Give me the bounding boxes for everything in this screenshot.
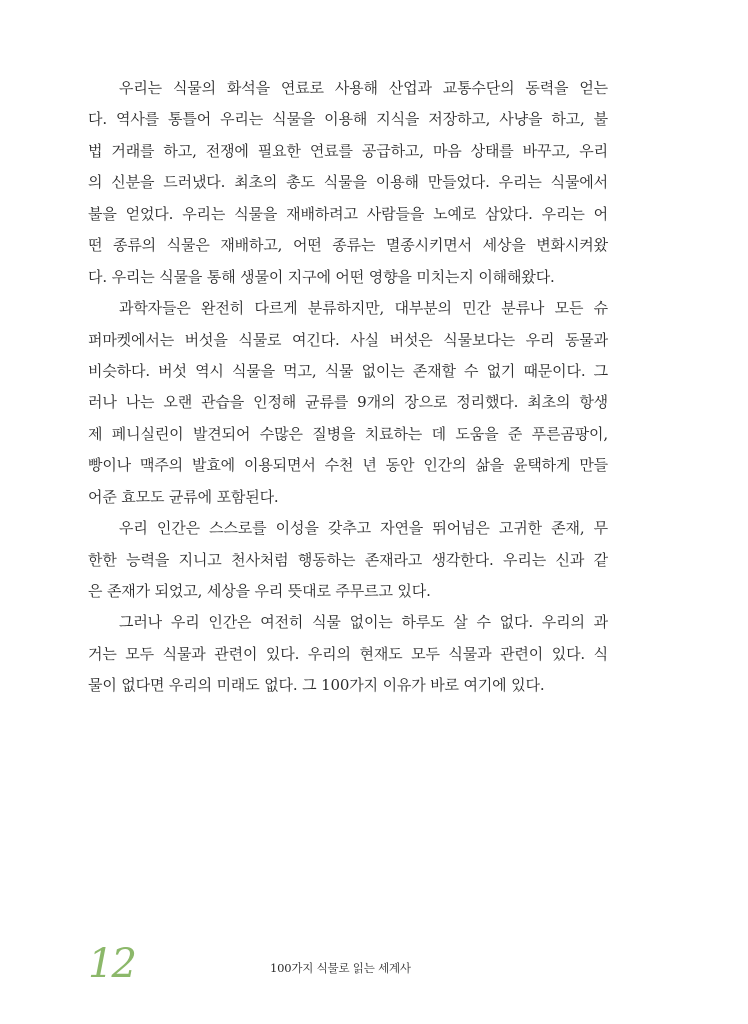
text-line: 다. 역사를 통틀어 우리는 식물을 이용해 지식을 저장하고, 사냥을 하고, 불 <box>88 110 608 129</box>
body-text <box>88 73 608 702</box>
page-number: 12 <box>88 941 135 987</box>
text-line: 법 거래를 하고, 전쟁에 필요한 연료를 공급하고, 마음 상태를 바꾸고, 우리 <box>88 141 608 160</box>
text-line: 불을 얻었다. 우리는 식물을 재배하려고 사람들을 노예로 삼았다. 우리는 어 <box>88 204 608 223</box>
text-line: 제 페니실린이 발견되어 수많은 질병을 치료하는 데 도움을 준 푸른곰팡이, <box>88 424 608 443</box>
running-title: 100가지 식물로 읽는 세계사 <box>270 961 411 975</box>
text-line: 빵이나 맥주의 발효에 이용되면서 수천 년 동안 인간의 삶을 윤택하게 만들 <box>88 456 608 475</box>
text-line: 물이 없다면 우리의 미래도 없다. 그 100가지 이유가 바로 여기에 있다. <box>88 676 545 695</box>
text-line: 떤 종류의 식물은 재배하고, 어떤 종류는 멸종시키면서 세상을 변화시켜왔 <box>88 236 608 255</box>
text-line: 러나 나는 오랜 관습을 인정해 균류를 9개의 장으로 정리했다. 최초의 항생 <box>88 393 608 412</box>
page-footer <box>0 940 748 1000</box>
text-line: 다. 우리는 식물을 통해 생물이 지구에 어떤 영향을 미치는지 이해해왔다. <box>88 267 555 286</box>
text-line: 의 신분을 드러냈다. 최초의 총도 식물을 이용해 만들었다. 우리는 식물에서 <box>88 173 608 192</box>
text-line: 우리는 식물의 화석을 연료로 사용해 산업과 교통수단의 동력을 얻는 <box>119 79 608 97</box>
text-line: 그러나 우리 인간은 여전히 식물 없이는 하루도 살 수 없다. 우리의 과 <box>119 613 608 632</box>
text-line: 어준 효모도 균류에 포함된다. <box>88 487 279 506</box>
text-line: 우리 인간은 스스로를 이성을 갖추고 자연을 뛰어넘은 고귀한 존재, 무 <box>119 519 608 538</box>
text-line: 비슷하다. 버섯 역시 식물을 먹고, 식물 없이는 존재할 수 없기 때문이다. 그 <box>88 361 608 380</box>
text-line: 퍼마켓에서는 버섯을 식물로 여긴다. 사실 버섯은 식물보다는 우리 동물과 <box>88 330 608 349</box>
text-line: 과학자들은 완전히 다르게 분류하지만, 대부분의 민간 분류나 모든 슈 <box>119 299 608 318</box>
text-line: 한한 능력을 지니고 천사처럼 행동하는 존재라고 생각한다. 우리는 신과 같 <box>88 550 608 569</box>
text-line: 은 존재가 되었고, 세상을 우리 뜻대로 주무르고 있다. <box>88 582 431 600</box>
text-line: 거는 모두 식물과 관련이 있다. 우리의 현재도 모두 식물과 관련이 있다. 식 <box>88 644 608 663</box>
